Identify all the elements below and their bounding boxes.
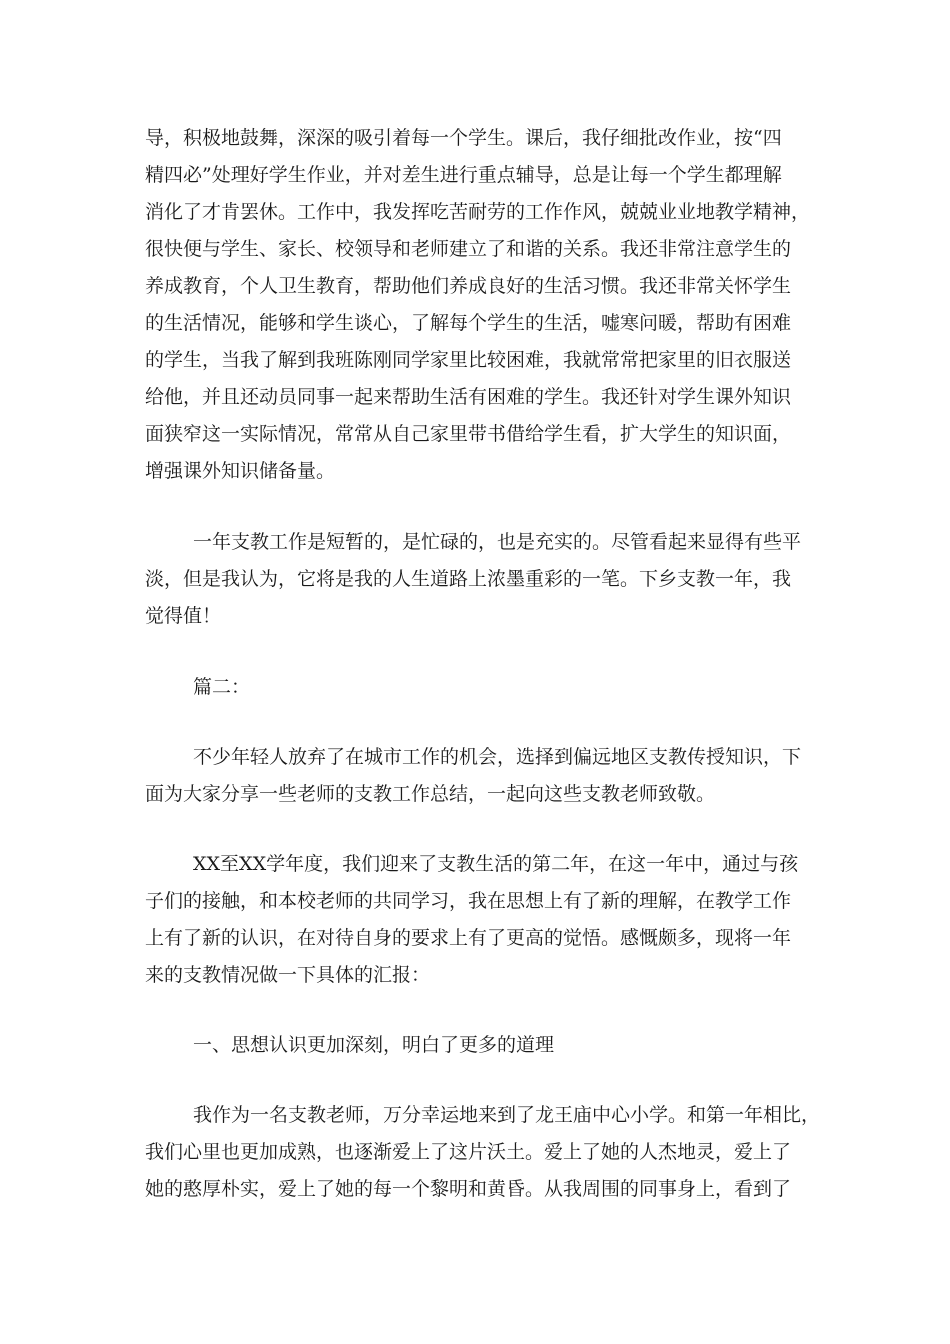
paragraph-1-line-3: 消化了才肯罢休。工作中，我发挥吃苦耐劳的工作作风，兢兢业业地教学精神， xyxy=(145,201,811,223)
paragraph-3-line-1: 不少年轻人放弃了在城市工作的机会，选择到偏远地区支教传授知识，下 xyxy=(193,746,802,768)
paragraph-4-line-1: XX至XX学年度，我们迎来了支教生活的第二年，在这一年中，通过与孩 xyxy=(193,853,799,875)
paragraph-4-line-3: 上有了新的认识，在对待自身的要求上有了更高的觉悟。感慨颇多，现将一年 xyxy=(145,927,792,949)
paragraph-2-line-1: 一年支教工作是短暂的，是忙碌的，也是充实的。尽管看起来显得有些平 xyxy=(193,531,802,553)
paragraph-1-line-9: 面狭窄这一实际情况，常常从自己家里带书借给学生看，扩大学生的知识面， xyxy=(145,423,792,445)
paragraph-2-line-2: 淡，但是我认为，它将是我的人生道路上浓墨重彩的一笔。下乡支教一年，我 xyxy=(145,568,792,590)
paragraph-1-line-5: 养成教育，个人卫生教育，帮助他们养成良好的生活习惯。我还非常关怀学生 xyxy=(145,275,792,297)
paragraph-5-line-3: 她的憨厚朴实，爱上了她的每一个黎明和黄昏。从我周围的同事身上，看到了 xyxy=(145,1178,792,1200)
paragraph-4-line-2: 子们的接触，和本校老师的共同学习，我在思想上有了新的理解，在教学工作 xyxy=(145,890,792,912)
subheading: 一、思想认识更加深刻，明白了更多的道理 xyxy=(193,1034,555,1056)
paragraph-1-line-6: 的生活情况，能够和学生谈心，了解每个学生的生活，嘘寒问暖，帮助有困难 xyxy=(145,312,792,334)
section-heading: 篇二： xyxy=(193,676,251,698)
paragraph-3-line-2: 面为大家分享一些老师的支教工作总结，一起向这些支教老师致敬。 xyxy=(145,783,716,805)
paragraph-4-line-4: 来的支教情况做一下具体的汇报： xyxy=(145,964,431,986)
paragraph-1-line-10: 增强课外知识储备量。 xyxy=(145,460,336,482)
paragraph-5-line-1: 我作为一名支教老师，万分幸运地来到了龙王庙中心小学。和第一年相比， xyxy=(193,1104,821,1126)
paragraph-1-line-4: 很快便与学生、家长、校领导和老师建立了和谐的关系。我还非常注意学生的 xyxy=(145,238,792,260)
paragraph-2-line-3: 觉得值！ xyxy=(145,605,222,627)
paragraph-5-line-2: 我们心里也更加成熟，也逐渐爱上了这片沃土。爱上了她的人杰地灵，爱上了 xyxy=(145,1141,792,1163)
paragraph-1-line-7: 的学生，当我了解到我班陈刚同学家里比较困难，我就常常把家里的旧衣服送 xyxy=(145,349,792,371)
paragraph-1-line-1: 导，积极地鼓舞，深深的吸引着每一个学生。课后，我仔细批改作业，按“四 xyxy=(145,127,782,149)
paragraph-1-line-8: 给他，并且还动员同事一起来帮助生活有困难的学生。我还针对学生课外知识 xyxy=(145,386,792,408)
paragraph-1-line-2: 精四必”处理好学生作业，并对差生进行重点辅导，总是让每一个学生都理解 xyxy=(145,164,782,186)
